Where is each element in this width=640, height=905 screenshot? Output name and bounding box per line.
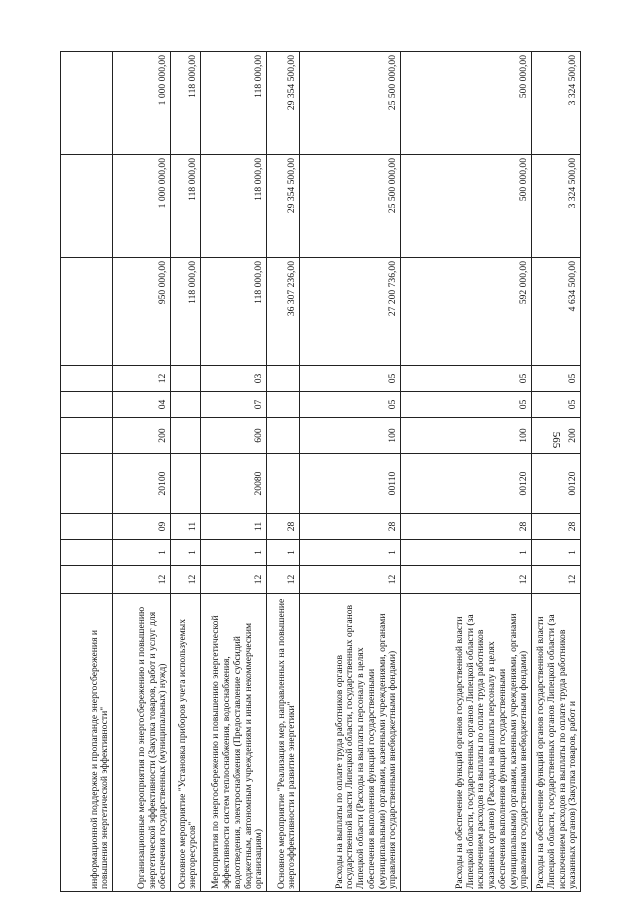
cell-v3: 3 324 500,00 — [532, 52, 581, 155]
cell-c7: 03 — [201, 366, 267, 392]
cell-c2: 1 — [171, 540, 201, 566]
cell-c5: 100 — [300, 418, 401, 454]
cell-c5: 200 — [113, 418, 171, 454]
rotated-budget-table-container — [60, 52, 580, 892]
cell-c1: 12 — [401, 566, 532, 594]
cell-c4 — [171, 454, 201, 514]
cell-c6: 07 — [201, 392, 267, 418]
cell-c5 — [171, 418, 201, 454]
cell-desc: Мероприятия по энергосбережению и повышению энергетической эффективности систем теплоснабжения, водоснабжения, водоотведения, электроснабжения (Предоставление субсидий бюджетным, автономным учреждениям и иным некоммерческим организациям) — [201, 594, 267, 892]
cell-v2: 25 500 000,00 — [300, 155, 401, 258]
cell-c2: 1 — [532, 540, 581, 566]
cell-desc: Основное мероприятие "Реализация мер, направленных на повышение энергоэффективности и развитие энергетики" — [267, 594, 300, 892]
cell-c1: 12 — [532, 566, 581, 594]
cell-desc: Расходы на обеспечение функций органов государственной власти Липецкой области, государственных органов Липецкой области (за исключением расходов на выплаты по оплате труда работников указанных органов) (Расходы на выплаты персоналу в целях обеспечения выполнения функций государственными (муниципальными) органами, казенными учреждениями, органами управления государственными внебюджетными фондами) — [401, 594, 532, 892]
cell-c2: 1 — [201, 540, 267, 566]
cell-v1: 592 000,00 — [401, 258, 532, 366]
cell-v3 — [61, 52, 113, 155]
cell-v2: 118 000,00 — [201, 155, 267, 258]
cell-v2 — [61, 155, 113, 258]
cell-v1: 36 307 236,00 — [267, 258, 300, 366]
cell-v1: 118 000,00 — [201, 258, 267, 366]
cell-c3: 09 — [113, 514, 171, 540]
cell-c3: 11 — [171, 514, 201, 540]
cell-c3: 28 — [267, 514, 300, 540]
cell-c7: 05 — [532, 366, 581, 392]
cell-c6: 05 — [532, 392, 581, 418]
cell-c6: 05 — [401, 392, 532, 418]
cell-c5 — [267, 418, 300, 454]
cell-desc: Расходы на выплаты по оплате труда работников органов государственной власти Липецкой области, государственных органов Липецкой области (Расходы на выплаты персоналу в целях обеспечения выполнения функций государственными (муниципальными) органами, казенными учреждениями, органами управления государственными внебюджетными фондами) — [300, 594, 401, 892]
cell-v1 — [61, 258, 113, 366]
cell-v3: 500 000,00 — [401, 52, 532, 155]
cell-c1: 12 — [201, 566, 267, 594]
table-row — [201, 52, 267, 892]
cell-c6 — [267, 392, 300, 418]
cell-c5: 100 — [401, 418, 532, 454]
cell-c4 — [267, 454, 300, 514]
cell-c4: 20080 — [201, 454, 267, 514]
cell-c6: 04 — [113, 392, 171, 418]
cell-c3: 28 — [300, 514, 401, 540]
cell-c5: 200 — [532, 418, 581, 454]
cell-desc: Организационные мероприятия по энергосбережению и повышению энергетической эффективности (Закупка товаров, работ и услуг для обеспечения государственных (муниципальных) нужд) — [113, 594, 171, 892]
table-row — [267, 52, 300, 892]
cell-c1: 12 — [300, 566, 401, 594]
cell-desc: Основное мероприятие "Установка приборов учета используемых энергоресурсов" — [171, 594, 201, 892]
cell-c7 — [267, 366, 300, 392]
cell-c2 — [61, 540, 113, 566]
cell-c5: 600 — [201, 418, 267, 454]
cell-c1: 12 — [267, 566, 300, 594]
cell-c1: 12 — [113, 566, 171, 594]
cell-c4: 00110 — [300, 454, 401, 514]
cell-c5 — [61, 418, 113, 454]
cell-c3: 28 — [401, 514, 532, 540]
table-row — [113, 52, 171, 892]
cell-c3 — [61, 514, 113, 540]
cell-v2: 29 354 500,00 — [267, 155, 300, 258]
cell-c3: 11 — [201, 514, 267, 540]
cell-c7: 12 — [113, 366, 171, 392]
cell-v1: 950 000,00 — [113, 258, 171, 366]
cell-desc: информационной поддержке и пропаганде энергосбережения и повышения энергетической эффективности" — [61, 594, 113, 892]
cell-v2: 3 324 500,00 — [532, 155, 581, 258]
table-row — [401, 52, 532, 892]
cell-v2: 118 000,00 — [171, 155, 201, 258]
cell-v3: 118 000,00 — [201, 52, 267, 155]
cell-c2: 1 — [267, 540, 300, 566]
cell-c6 — [171, 392, 201, 418]
cell-c4: 00120 — [532, 454, 581, 514]
cell-c6: 05 — [300, 392, 401, 418]
cell-c4: 00120 — [401, 454, 532, 514]
page-number: 565 — [550, 431, 562, 449]
cell-c4 — [61, 454, 113, 514]
cell-v1: 118 000,00 — [171, 258, 201, 366]
cell-c1: 12 — [171, 566, 201, 594]
cell-c7 — [171, 366, 201, 392]
cell-c7: 05 — [401, 366, 532, 392]
table-row — [300, 52, 401, 892]
budget-table — [60, 51, 581, 892]
cell-v2: 500 000,00 — [401, 155, 532, 258]
cell-v3: 1 000 000,00 — [113, 52, 171, 155]
cell-v3: 118 000,00 — [171, 52, 201, 155]
cell-desc: Расходы на обеспечение функций органов государственной власти Липецкой области, государственных органов Липецкой области (за исключением расходов на выплаты по оплате труда работников указанных органов) (Закупка товаров, работ и — [532, 594, 581, 892]
cell-c4: 20100 — [113, 454, 171, 514]
table-row — [61, 52, 113, 892]
cell-v3: 25 500 000,00 — [300, 52, 401, 155]
cell-v3: 29 354 500,00 — [267, 52, 300, 155]
table-row — [171, 52, 201, 892]
cell-v1: 27 200 736,00 — [300, 258, 401, 366]
cell-c2: 1 — [401, 540, 532, 566]
cell-c2: 1 — [300, 540, 401, 566]
cell-v1: 4 634 500,00 — [532, 258, 581, 366]
cell-c3: 28 — [532, 514, 581, 540]
table-row — [532, 52, 581, 892]
cell-c7 — [61, 366, 113, 392]
cell-c1 — [61, 566, 113, 594]
cell-c7: 05 — [300, 366, 401, 392]
cell-v2: 1 000 000,00 — [113, 155, 171, 258]
cell-c2: 1 — [113, 540, 171, 566]
cell-c6 — [61, 392, 113, 418]
